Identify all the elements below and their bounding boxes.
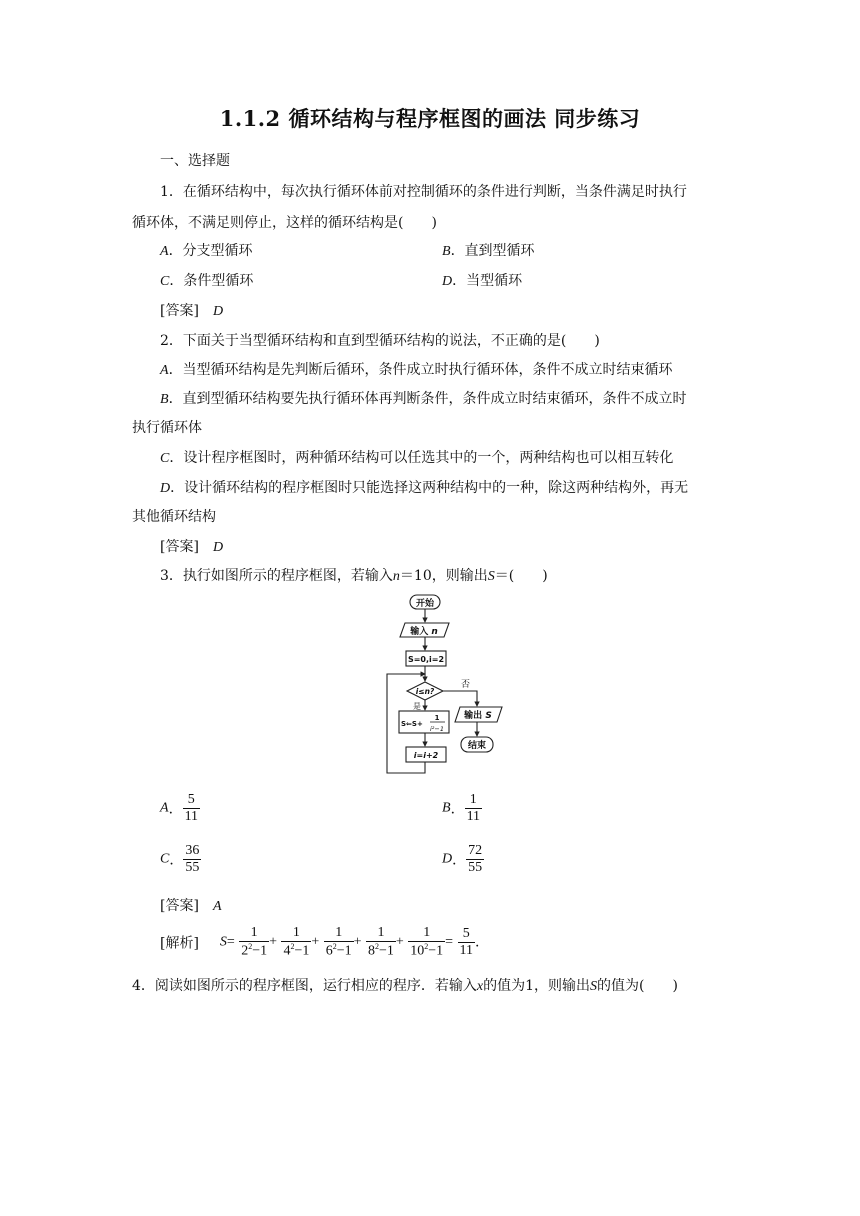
q3-option-d: D． $\frac{72}{55}$ (442, 843, 483, 876)
flow-body-text: S⇐S+ (401, 720, 423, 728)
analysis-result: $\frac{5}{11}$ (459, 925, 474, 958)
analysis-term-3: $\frac{1}{6^2-1}$ (325, 925, 352, 959)
q3-analysis: [解析] S= $\frac{1}{2^2-1}$ + $\frac{1}{4^2-1}$ + $\frac{1}{6^2-1}$ + $\frac{1}{8^2-1}$ + $\frac{1}{10^2-1}$ = $\frac{5}{11}$ . (160, 925, 480, 959)
svg-text:输出 S: 输出 S (464, 711, 492, 721)
q2-option-b-line1: B．直到型循环结构要先执行循环体再判断条件，条件成立时结束循环，条件不成立时 (160, 391, 687, 407)
analysis-term-5: $\frac{1}{10^2-1}$ (410, 925, 444, 959)
q3-stem: 3．执行如图所示的程序框图，若输入n＝10，则输出S＝( ) (160, 568, 548, 584)
q4-stem: 4．阅读如图所示的程序框图，运行相应的程序．若输入x的值为1，则输出S的值为( ) (132, 978, 678, 994)
flow-no-label: 否 (461, 680, 471, 690)
flow-condition-label: i≤n? (415, 687, 435, 696)
q3-option-a: A． $\frac{5}{11}$ (160, 792, 199, 825)
q1-answer: [答案] D (160, 303, 224, 319)
q1-option-b: B．直到型循环 (442, 243, 535, 259)
flow-init-label: S=0,i=2 (407, 655, 445, 664)
q2-stem: 2．下面关于当型循环结构和直到型循环结构的说法，不正确的是( ) (160, 333, 600, 349)
q2-option-a: A．当型循环结构是先判断后循环，条件成立时执行循环体，条件不成立时结束循环 (160, 362, 673, 378)
q1-stem-line1: 1．在循环结构中，每次执行循环体前对控制循环的条件进行判断，当条件满足时执行 (160, 184, 687, 200)
q3-option-b: B． $\frac{1}{11}$ (442, 792, 481, 825)
q1-stem-line2: 循环体，不满足则停止，这样的循环结构是( ) (132, 215, 437, 231)
q2-option-d-line2: 其他循环结构 (132, 509, 216, 525)
section-heading: 一、选择题 (160, 153, 230, 169)
q3-answer: [答案] A (160, 898, 222, 914)
analysis-term-2: $\frac{1}{4^2-1}$ (283, 925, 310, 959)
flow-end-label: 结束 (467, 741, 487, 751)
analysis-term-1: $\frac{1}{2^2-1}$ (241, 925, 268, 959)
q2-answer: [答案] D (160, 539, 224, 555)
flow-yes-label: 是 (413, 702, 421, 711)
flow-body-den: i²−1 (430, 725, 444, 733)
q1-option-c: C．条件型循环 (160, 273, 254, 289)
flow-start-label: 开始 (415, 599, 435, 609)
flow-body-num: 1 (434, 714, 440, 722)
q3-option-c: C． $\frac{36}{55}$ (160, 843, 200, 876)
q2-option-c: C．设计程序框图时，两种循环结构可以任选其中的一个，两种结构也可以相互转化 (160, 450, 674, 466)
analysis-term-4: $\frac{1}{8^2-1}$ (368, 925, 394, 959)
svg-text:输入 n: 输入 n (410, 627, 438, 637)
q2-option-b-line2: 执行循环体 (132, 420, 202, 436)
flow-increment-label: i=i+2 (413, 751, 439, 760)
q1-option-d: D．当型循环 (442, 273, 523, 289)
page-title: 1.1.2 循环结构与程序框图的画法 同步练习 (219, 106, 641, 131)
q3-flowchart (383, 592, 523, 782)
q2-option-d-line1: D．设计循环结构的程序框图时只能选择这两种结构中的一种，除这两种结构外，再无 (160, 480, 689, 496)
q1-option-a: A．分支型循环 (160, 243, 253, 259)
